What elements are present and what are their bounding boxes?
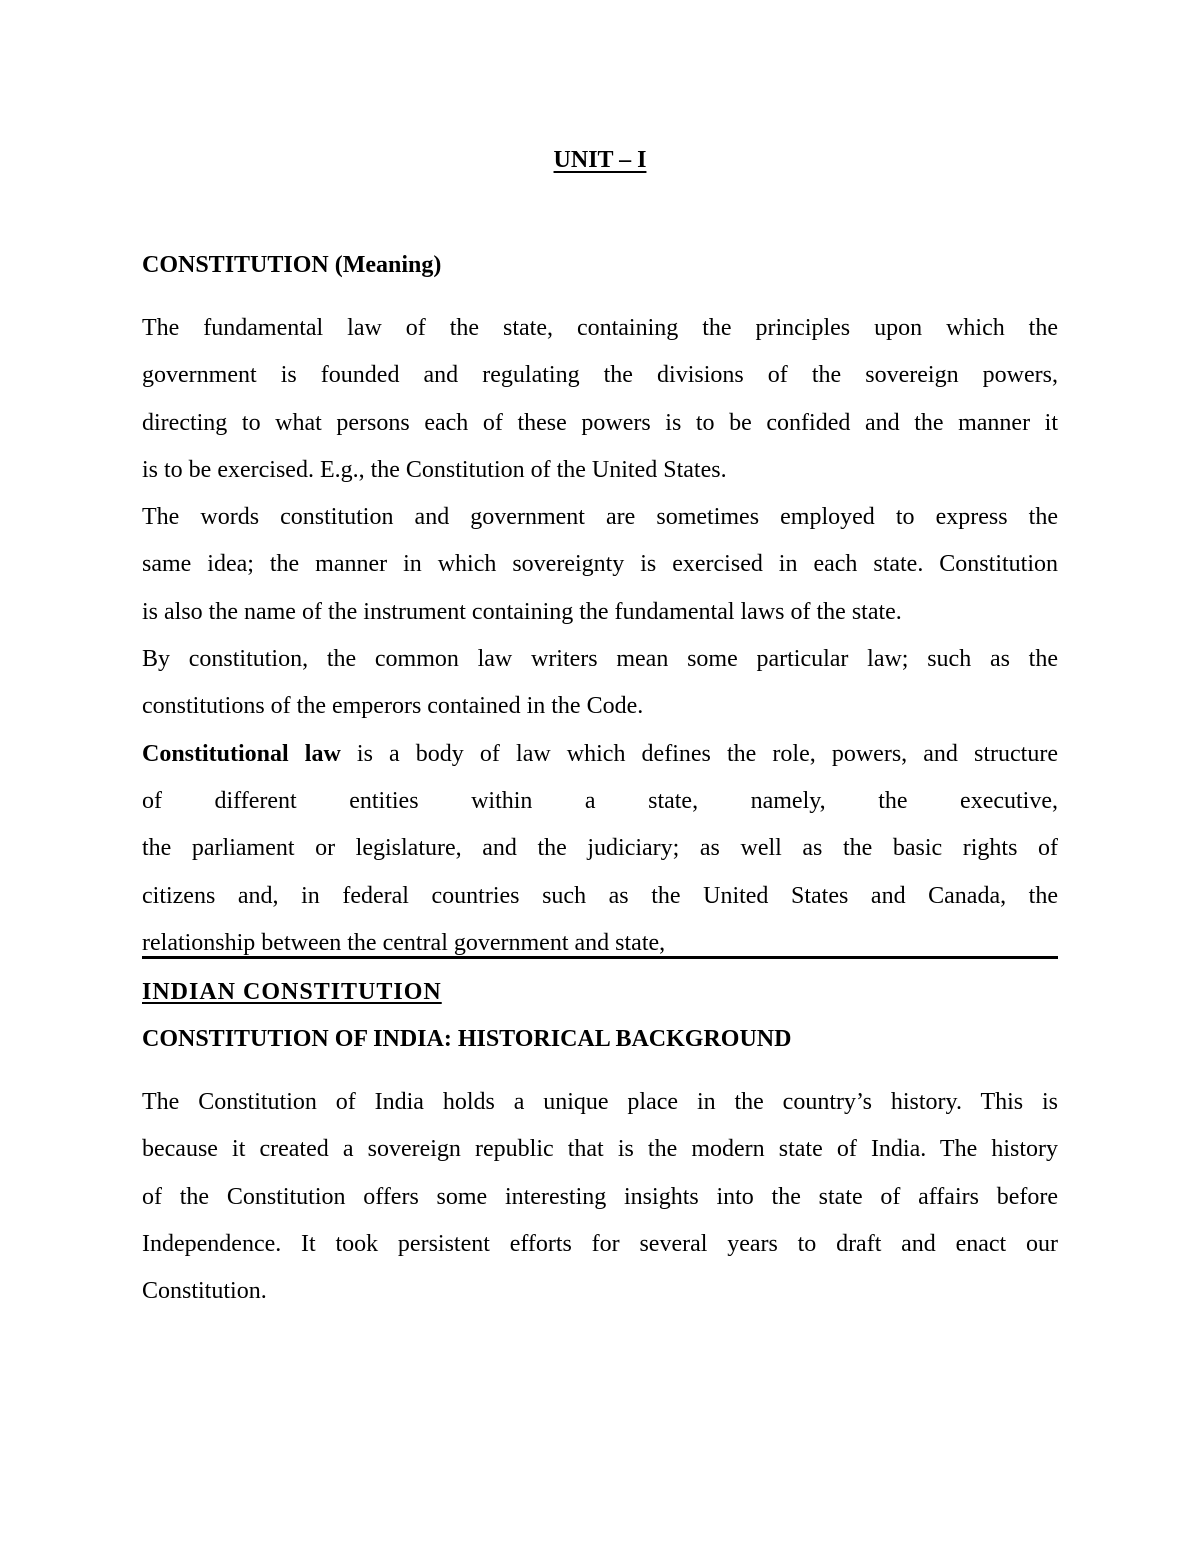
text-line: By constitution, the common law writers mean some particular law; such as the xyxy=(142,646,1058,673)
constitution-definition-body xyxy=(142,305,1058,967)
section-divider xyxy=(142,956,1058,959)
constitutional-law-term: Constitutional law xyxy=(142,740,341,767)
meaning-heading: CONSTITUTION (Meaning) xyxy=(142,252,442,278)
paragraph-definition xyxy=(142,305,1058,494)
text-line: the parliament or legislature, and the judiciary; as well as the basic rights of xyxy=(142,835,1058,862)
text-line: citizens and, in federal countries such as the United States and Canada, the xyxy=(142,882,1058,909)
text-line: government is founded and regulating the divisions of the sovereign powers, xyxy=(142,362,1058,389)
text-fragment: is a body of law which defines the role, powers, and structure xyxy=(340,740,1058,767)
text-line xyxy=(142,731,1058,778)
historical-background-body xyxy=(142,1079,1058,1315)
paragraph-words-constitution xyxy=(142,494,1058,636)
paragraph-common-law xyxy=(142,636,1058,731)
unit-title: UNIT – I xyxy=(553,147,647,173)
text-line: of different entities within a state, namely, the executive, xyxy=(142,787,1058,814)
text-line: is to be exercised. E.g., the Constitution of the United States. xyxy=(142,456,727,483)
text-line: The words constitution and government are sometimes employed to express the xyxy=(142,504,1058,531)
paragraph-history xyxy=(142,1079,1058,1315)
text-line: The Constitution of India holds a unique place in the country’s history. This is xyxy=(142,1089,1058,1115)
text-line: The fundamental law of the state, containing the principles upon which the xyxy=(142,315,1058,341)
text-line: Independence. It took persistent efforts for several years to draft and enact our xyxy=(142,1230,1058,1257)
indian-constitution-heading: INDIAN CONSTITUTION xyxy=(142,979,442,1005)
text-line: relationship between the central government and state, xyxy=(142,929,666,956)
text-line: same idea; the manner in which sovereignty is exercised in each state. Constitution xyxy=(142,551,1058,578)
text-line: Constitution. xyxy=(142,1278,267,1305)
historical-background-heading: CONSTITUTION OF INDIA: HISTORICAL BACKGROUND xyxy=(142,1026,792,1052)
text-line: because it created a sovereign republic that is the modern state of India. The history xyxy=(142,1136,1058,1163)
text-line: of the Constitution offers some interesting insights into the state of affairs before xyxy=(142,1183,1058,1210)
paragraph-constitutional-law xyxy=(142,731,1058,967)
text-line: directing to what persons each of these powers is to be confided and the manner it xyxy=(142,409,1058,436)
text-line: is also the name of the instrument containing the fundamental laws of the state. xyxy=(142,598,902,625)
text-line: constitutions of the emperors contained in the Code. xyxy=(142,693,644,720)
